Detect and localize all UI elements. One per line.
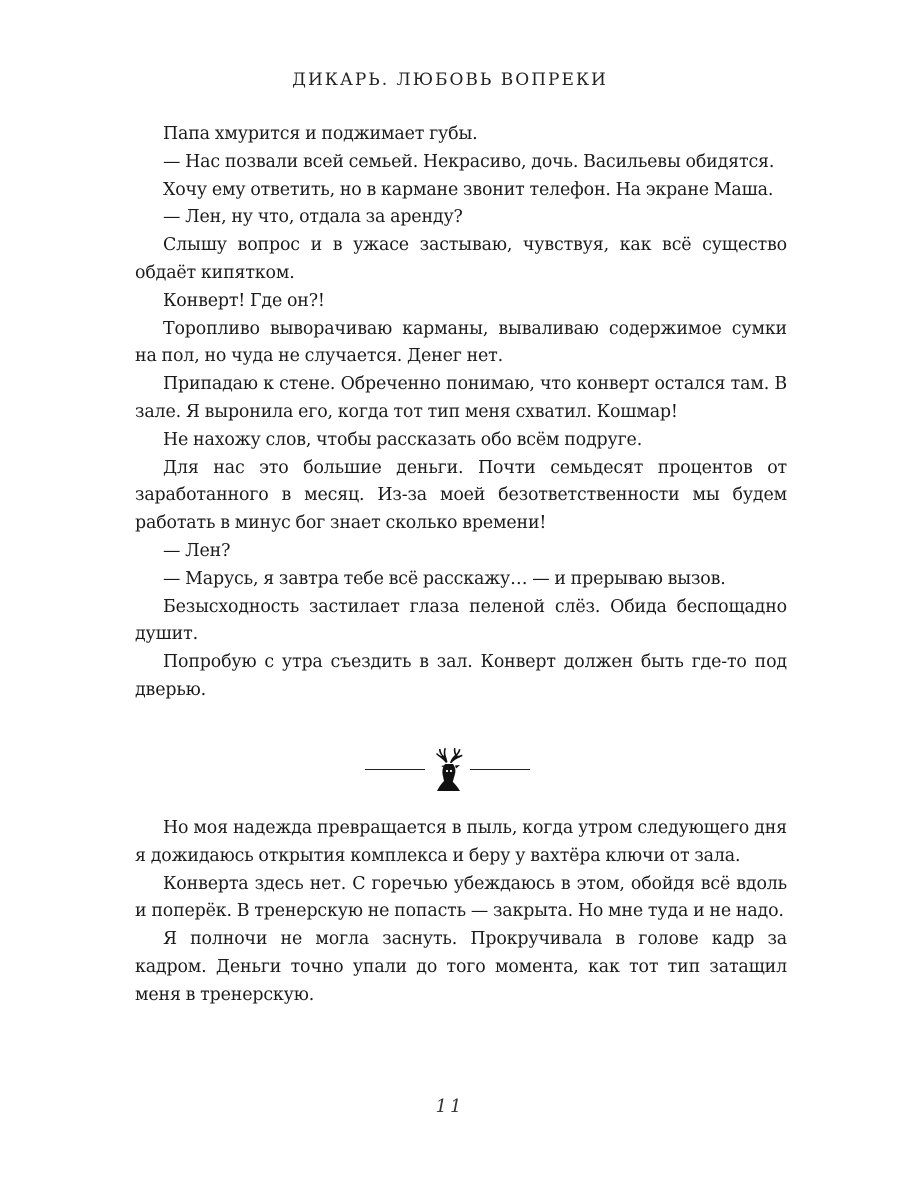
paragraph: Конверт! Где он?! <box>163 290 325 311</box>
paragraph: — Нас позвали всей семьей. Некрасиво, дочь. Васильевы обидятся. <box>163 151 775 172</box>
paragraph: Хочу ему ответить, но в кармане звонит телефон. На экране Маша. <box>163 179 774 200</box>
paragraph: Не нахожу слов, чтобы рассказать обо всём подруге. <box>163 429 643 450</box>
page-number: 11 <box>435 1096 465 1117</box>
paragraph: — Марусь, я завтра тебе всё расскажу… — и прерываю вызов. <box>163 568 726 589</box>
ornament-left-line <box>365 769 425 770</box>
ornament-right-line <box>470 769 530 770</box>
paragraph: Для нас это большие деньги. Почти семьдесят процентов от заработанного в месяц. Из-за моей безответственности мы будем работать в минус бог знает сколько времени! <box>135 457 787 534</box>
paragraph: Но моя надежда превращается в пыль, когда утром следующего дня я дожидаюсь открытия комплекса и беру у вахтёра ключи от зала. <box>135 818 787 866</box>
text-block-after-break <box>135 815 787 1010</box>
paragraph: Слышу вопрос и в ужасе застываю, чувствуя, как всё существо обдаёт кипятком. <box>135 235 787 283</box>
paragraph: — Лен? <box>163 540 231 561</box>
paragraph: — Лен, ну что, отдала за аренду? <box>163 207 463 228</box>
paragraph: Торопливо выворачиваю карманы, вываливаю содержимое сумки на пол, но чуда не случается. Денег нет. <box>135 318 787 367</box>
paragraph: Я полночи не могла заснуть. Прокручивала в голове кадр за кадром. Деньги точно упали до того момента, как тот тип затащил меня в тренерскую. <box>135 929 787 1005</box>
section-break-ornament <box>365 745 530 793</box>
paragraph: Безысходность застилает глаза пеленой слёз. Обида беспощадно душит. <box>135 596 787 645</box>
paragraph: Попробую с утра съездить в зал. Конверт должен быть где-то под дверью. <box>135 652 787 700</box>
deer-head-icon <box>431 747 465 791</box>
running-title: ДИКАРЬ. ЛЮБОВЬ ВОПРЕКИ <box>292 70 608 90</box>
text-block-before-break <box>135 121 787 705</box>
paragraph: Припадаю к стене. Обреченно понимаю, что конверт остался там. В зале. Я выронила его, когда тот тип меня схватил. Кошмар! <box>135 374 787 422</box>
paragraph: Папа хмурится и поджимает губы. <box>163 124 478 144</box>
paragraph: Конверта здесь нет. С горечью убеждаюсь в этом, обойдя всё вдоль и поперёк. В тренерскую не попасть — закрыта. Но мне туда и не надо. <box>135 873 787 922</box>
